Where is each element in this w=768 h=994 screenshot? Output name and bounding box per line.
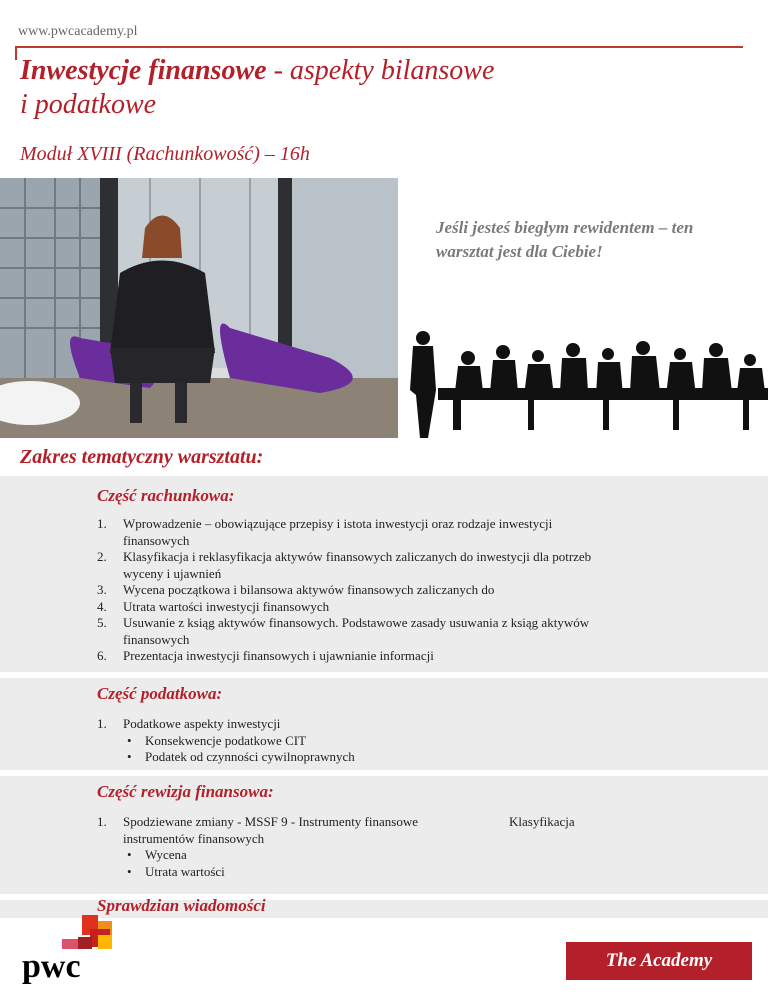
list-item: 3. Wycena początkowa i bilansowa aktywów finansowych zaliczanych do xyxy=(97,582,495,597)
audit-list xyxy=(97,814,597,880)
academy-badge: The Academy xyxy=(566,942,752,980)
sub-item: • Wycena xyxy=(127,847,187,862)
header-rule-tick xyxy=(15,46,17,60)
tagline: Jeśli jesteś biegłym rewidentem – ten warsztat jest dla Ciebie! xyxy=(436,218,694,261)
list-item: 1. Spodziewane zmiany - MSSF 9 - Instrumenty finansowe Klasyfikacja instrumentów finansowych • Wycena • Utrata wartości xyxy=(97,814,597,880)
sub-item: • Podatek od czynności cywilnoprawnych xyxy=(127,749,355,764)
title-bold: Inwestycje finansowe xyxy=(20,55,267,86)
audit-item-right: Klasyfikacja xyxy=(509,814,575,829)
sub-item: • Utrata wartości xyxy=(127,863,225,879)
page-title xyxy=(20,54,740,122)
quiz-heading: Sprawdzian wiadomości xyxy=(97,896,266,915)
sub-item: • Konsekwencje podatkowe CIT xyxy=(127,732,307,748)
audit-sublist xyxy=(123,847,597,880)
accounting-section xyxy=(0,476,768,672)
svg-text:pwc: pwc xyxy=(22,948,81,985)
accounting-list xyxy=(97,516,597,665)
list-item: 6. Prezentacja inwestycji finansowych i ujawnianie informacji xyxy=(97,648,434,663)
pwc-logo xyxy=(22,915,122,985)
title-rest: - aspekty bilansowe xyxy=(266,55,495,86)
site-url[interactable]: www.pwcacademy.pl xyxy=(18,24,138,39)
list-item: 1. Podatkowe aspekty inwestycji • Konsekwencje podatkowe CIT • Podatek od czynności cywilnoprawnych xyxy=(97,716,597,766)
list-item: 4. Utrata wartości inwestycji finansowych xyxy=(97,598,330,614)
accounting-heading: Część rachunkowa: xyxy=(97,486,235,505)
list-item: 5. Usuwanie z ksiąg aktywów finansowych. Podstawowe zasady usuwania z ksiąg aktywów finansowych xyxy=(97,615,590,647)
module-subtitle: Moduł XVIII (Rachunkowość) – 16h xyxy=(20,143,310,165)
tax-sublist xyxy=(123,733,597,766)
meeting-silhouette-image xyxy=(398,320,768,438)
tax-list xyxy=(97,716,597,766)
tax-section xyxy=(0,678,768,770)
section-heading: Zakres tematyczny warsztatu: xyxy=(20,446,264,468)
list-item: 2. Klasyfikacja i reklasyfikacja aktywów finansowych zaliczanych do inwestycji dla potrzeb wyceny i ujawnień xyxy=(97,549,592,581)
header-rule xyxy=(15,46,743,48)
hero-photo xyxy=(0,178,398,438)
list-item: 1. Wprowadzenie – obowiązujące przepisy i istota inwestycji oraz rodzaje inwestycji finansowych xyxy=(97,516,553,548)
audit-heading: Część rewizja finansowa: xyxy=(97,782,274,801)
title-line2: i podatkowe xyxy=(20,89,157,120)
tax-heading: Część podatkowa: xyxy=(97,684,223,703)
audit-section xyxy=(0,776,768,894)
